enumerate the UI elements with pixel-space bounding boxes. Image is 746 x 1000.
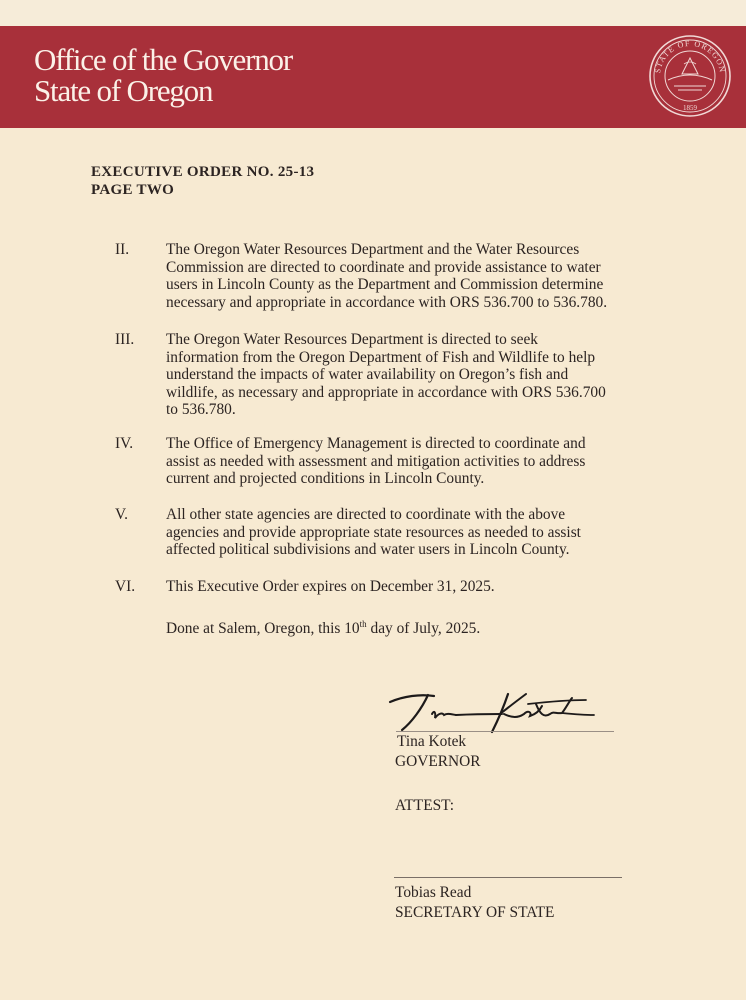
ordinal-suffix: th <box>359 619 367 629</box>
item-text <box>166 578 666 596</box>
item-text <box>166 241 666 311</box>
seal-text: STATE OF OREGON <box>653 38 727 74</box>
item-line: affected political subdivisions and water users in Lincoln County. <box>166 541 570 558</box>
page-label: PAGE TWO <box>91 182 175 198</box>
item-number: III. <box>115 331 135 348</box>
secretary-title: SECRETARY OF STATE <box>395 904 555 921</box>
item-line: to 536.780. <box>166 401 236 418</box>
item-line: agencies and provide appropriate state resources as needed to assist <box>166 523 581 541</box>
item-line: users in Lincoln County as the Department and Commission determine <box>166 276 604 293</box>
item-line: current and projected conditions in Lincoln County. <box>166 470 485 487</box>
item-number: V. <box>115 506 128 523</box>
item-line: The Oregon Water Resources Department is directed to seek <box>166 331 538 348</box>
governor-name: Tina Kotek <box>397 733 467 750</box>
item-line: necessary and appropriate in accordance with ORS 536.700 to 536.780. <box>166 293 608 311</box>
item-line: Commission are directed to coordinate and provide assistance to water <box>166 258 601 276</box>
item-text <box>166 506 666 559</box>
item-number: II. <box>115 241 130 258</box>
item-line: This Executive Order expires on December 31, 2025. <box>166 578 495 595</box>
executive-order-number: EXECUTIVE ORDER NO. 25-13 <box>91 164 315 180</box>
office-title <box>34 44 292 106</box>
top-margin <box>0 0 746 26</box>
done-text: Done at Salem, Oregon, this 10 <box>166 620 360 637</box>
governor-signature <box>386 684 602 738</box>
item-text <box>166 331 666 419</box>
item-line: assist as needed with assessment and mitigation activities to address <box>166 452 586 470</box>
done-at-line <box>166 620 480 638</box>
item-number: IV. <box>115 435 134 452</box>
state-seal-icon <box>648 34 732 118</box>
governor-title: GOVERNOR <box>395 753 481 770</box>
item-line: wildlife, as necessary and appropriate in accordance with ORS 536.700 <box>166 383 606 401</box>
document-heading <box>91 163 314 199</box>
item-line: The Office of Emergency Management is directed to coordinate and <box>166 435 586 452</box>
secretary-name: Tobias Read <box>395 884 472 901</box>
item-line: All other state agencies are directed to coordinate with the above <box>166 506 566 523</box>
done-text-end: day of July, 2025. <box>366 620 481 637</box>
item-line: understand the impacts of water availability on Oregon’s fish and <box>166 366 569 383</box>
office-title-line1: Office of the Governor <box>34 42 292 77</box>
attest-label: ATTEST: <box>395 797 455 814</box>
item-line: information from the Oregon Department of Fish and Wildlife to help <box>166 348 596 366</box>
item-number: VI. <box>115 578 136 595</box>
attest-signature-line <box>394 877 622 878</box>
svg-text:STATE OF OREGON <box>653 39 727 74</box>
item-text <box>166 435 666 488</box>
seal-year: 1859 <box>683 104 697 112</box>
signature-line <box>396 731 614 732</box>
office-title-line2: State of Oregon <box>34 73 213 108</box>
item-line: The Oregon Water Resources Department and the Water Resources <box>166 241 580 258</box>
